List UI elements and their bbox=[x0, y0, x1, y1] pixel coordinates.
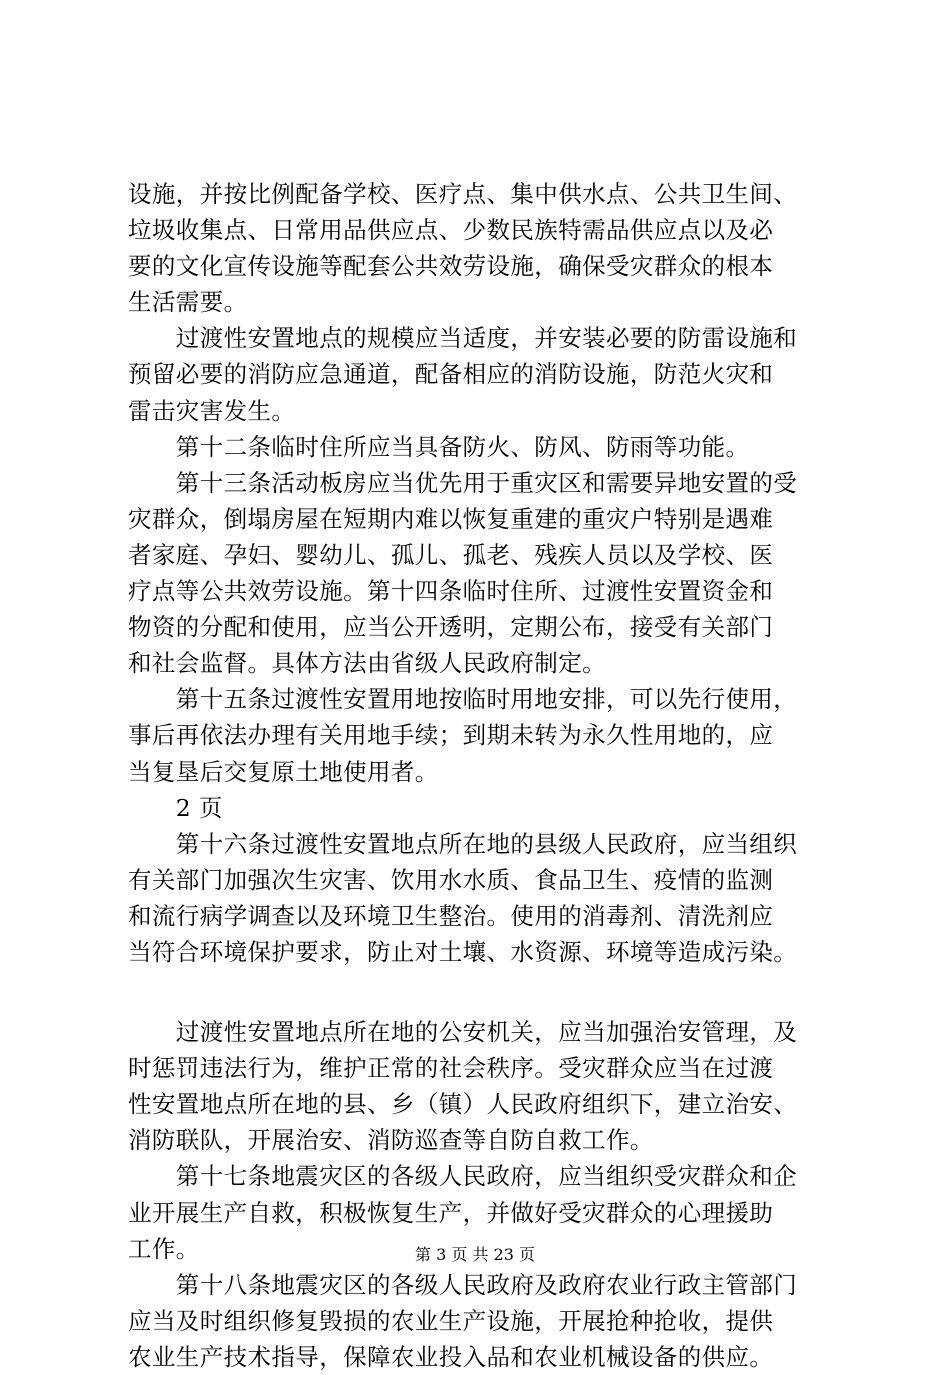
text-line: 预留必要的消防应急通道，配备相应的消防设施，防范火灾和 bbox=[128, 360, 774, 389]
paragraph-gap bbox=[128, 970, 834, 1014]
text-line: 第十三条活动板房应当优先用于重灾区和需要异地安置的受 bbox=[128, 468, 798, 497]
text-line: 第十七条地震灾区的各级人民政府，应当组织受灾群众和企 bbox=[128, 1162, 798, 1191]
text-line: 应当及时组织修复毁损的农业生产设施，开展抢种抢收，提供 bbox=[128, 1306, 774, 1335]
text-line: 第十五条过渡性安置用地按临时用地安排，可以先行使用， bbox=[128, 685, 798, 714]
text-line: 垃圾收集点、日常用品供应点、少数民族特需品供应点以及必 bbox=[128, 216, 774, 245]
text-line: 消防联队，开展治安、消防巡查等自防自救工作。 bbox=[128, 1126, 654, 1155]
text-line: 工作。 bbox=[128, 1234, 200, 1263]
text-line: 第十八条地震灾区的各级人民政府及政府农业行政主管部门 bbox=[128, 1270, 798, 1299]
text-line: 农业生产技术指导，保障农业投入品和农业机械设备的供应。 bbox=[128, 1342, 774, 1371]
paragraph-block-1 bbox=[128, 176, 834, 970]
text-line: 雷击灾害发生。 bbox=[128, 396, 296, 425]
text-line: 当复垦后交复原土地使用者。 bbox=[128, 757, 439, 786]
text-line: 过渡性安置地点的规模应当适度，并安装必要的防雷设施和 bbox=[128, 324, 798, 353]
text-line: 当符合环境保护要求，防止对土壤、水资源、环境等造成污染。 bbox=[128, 937, 798, 966]
text-line: 过渡性安置地点所在地的公安机关，应当加强治安管理，及 bbox=[128, 1018, 798, 1047]
page-number-label: 第 3 页 共 23 页 bbox=[415, 1245, 535, 1264]
text-line: 者家庭、孕妇、婴幼儿、孤儿、孤老、残疾人员以及学校、医 bbox=[128, 540, 774, 569]
text-line: 灾群众，倒塌房屋在短期内难以恢复重建的重灾户特别是遇难 bbox=[128, 504, 774, 533]
text-line: 第十六条过渡性安置地点所在地的县级人民政府，应当组织 bbox=[128, 829, 798, 858]
text-line: 和流行病学调查以及环境卫生整治。使用的消毒剂、清洗剂应 bbox=[128, 901, 774, 930]
text-line: 性安置地点所在地的县、乡（镇）人民政府组织下，建立治安、 bbox=[128, 1090, 798, 1119]
text-line: 疗点等公共效劳设施。第十四条临时住所、过渡性安置资金和 bbox=[128, 577, 774, 606]
text-line: 和社会监督。具体方法由省级人民政府制定。 bbox=[128, 649, 606, 678]
text-line: 业开展生产自救，积极恢复生产，并做好受灾群众的心理援助 bbox=[128, 1198, 774, 1227]
text-line: 生活需要。 bbox=[128, 288, 248, 317]
page-footer bbox=[0, 1245, 950, 1265]
text-line: 第十二条临时住所应当具备防火、防风、防雨等功能。 bbox=[128, 432, 750, 461]
paragraph-block-2 bbox=[128, 1014, 834, 1375]
text-line: 事后再依法办理有关用地手续；到期未转为永久性用地的，应 bbox=[128, 721, 774, 750]
text-line: 物资的分配和使用，应当公开透明，定期公布，接受有关部门 bbox=[128, 613, 774, 642]
page-marker-text: 2 页 bbox=[128, 793, 223, 822]
text-line: 有关部门加强次生灾害、饮用水水质、食品卫生、疫情的监测 bbox=[128, 865, 774, 894]
text-line: 要的文化宣传设施等配套公共效劳设施，确保受灾群众的根本 bbox=[128, 252, 774, 281]
text-line: 设施，并按比例配备学校、医疗点、集中供水点、公共卫生间、 bbox=[128, 180, 798, 208]
document-body bbox=[128, 176, 834, 1375]
text-line: 时惩罚违法行为，维护正常的社会秩序。受灾群众应当在过渡 bbox=[128, 1054, 774, 1083]
